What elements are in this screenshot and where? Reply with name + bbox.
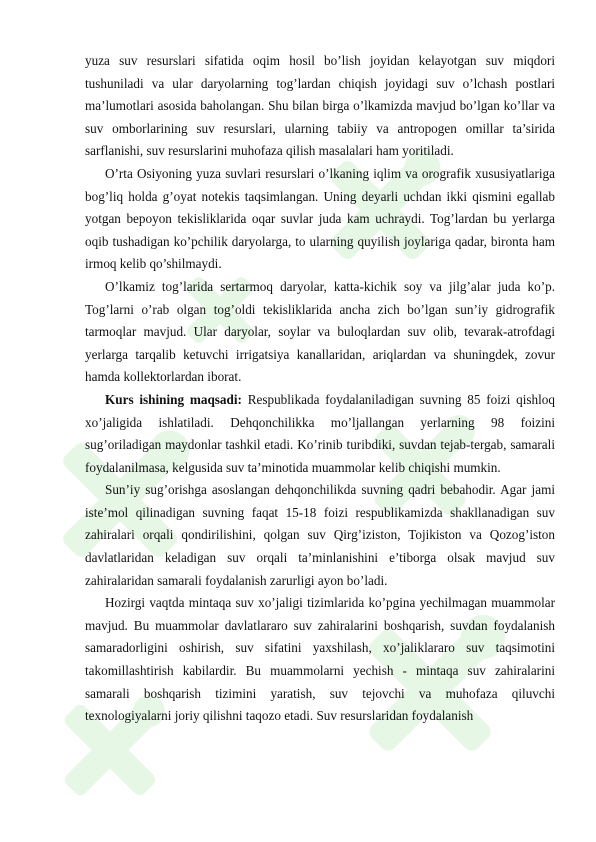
- paragraph-text: Respublikada foydalaniladigan suvning 85 foizi qishloq xo’jaligida ishlatiladi. Dehqonchilikka mo’ljallangan yerlarning 98 foizini sug’oriladigan maydonlar tashkil etadi. Ko’rinib turibdiki, suvdan tejab-tergab, samarali foydalanilmasa, kelgusida suv ta’minotida muammolar kelib chiqishi mumkin.: [85, 391, 555, 475]
- paragraph-4: [85, 389, 555, 479]
- paragraph-6: [85, 592, 555, 728]
- paragraph-text: O’lkamiz tog’larida sertarmoq daryolar, katta-kichik soy va jilg’alar juda ko’p. Tog’larni o’rab olgan tog’oldi tekisliklarida ancha zich bo’lgan sun’iy gidrografik tarmoqlar mavjud. Ular daryolar, soylar va buloqlardan suv olib, tevarak-atrofdagi yerlarga tarqalib ketuvchi irrigatsiya kanallaridan, ariqlardan va shuningdek, zovur hamda kollektorlardan iborat.: [85, 278, 555, 385]
- paragraph-text: Hozirgi vaqtda mintaqa suv xo’jaligi tizimlarida ko’pgina yechilmagan muammolar mavjud. Bu muammolar davlatlararo suv zahiralarini boshqarish, suvdan foydalanish samaradorligini oshirish, suv sifatini yaxshilash, xo’jaliklararo suv taqsimotini takomillashtirish kabilardir. Bu muammolarni yechish - mintaqa suv zahiralarini samarali boshqarish tizimini yaratish, suv tejovchi va muhofaza qiluvchi texnologiyalarni joriy qilishni taqozo etadi. Suv resurslaridan foydalanish: [85, 595, 555, 724]
- paragraph-text: Sun’iy sug’orishga asoslangan dehqonchilikda suvning qadri bebahodir. Agar jami iste’mol qilinadigan suvning faqat 15-18 foizi respublikamizda shakllanadigan suv zahiralari orqali qondirilishini, qolgan suv Qirg’iziston, Tojikiston va Qozog’iston davlatlaridan keladigan suv orqali ta’minlanishini e’tiborga olsak mavjud suv zahiralaridan samarali foydalanish zarurligi ayon bo’ladi.: [85, 482, 555, 588]
- paragraph-text: O’rta Osiyoning yuza suvlari resurslari o’lkaning iqlim va orografik xususiyatlariga bog’liq holda g’oyat notekis taqsimlangan. Uning deyarli uchdan ikki qismini egallab yotgan bepoyon tekisliklarida oqar suvlar juda kam uchraydi. Tog’lardan bu yerlarga oqib tushadigan ko’pchilik daryolarga, to ularning quyilish joylariga qadar, bironta ham irmoq kelib qo’shilmaydi.: [85, 165, 555, 272]
- paragraph-1: [85, 50, 555, 163]
- paragraph-2: [85, 163, 555, 276]
- paragraph-text: yuza suv resurslari sifatida oqim hosil bo’lish joyidan kelayotgan suv miqdori tushuniladi va ular daryolarning tog’lardan chiqish joyidagi suv o’lchash postlari ma’lumotlari asosida baholangan. Shu bilan birga o’lkamizda mavjud bo’lgan ko’llar va suv omborlarining suv resurslari, ularning tabiiy va antropogen omillar ta’sirida sarflanishi, suv resurslarini muhofaza qilish masalalari ham yoritiladi.: [85, 53, 555, 159]
- paragraph-lead-heading: Kurs ishining maqsadi:: [105, 391, 242, 407]
- paragraph-3: [85, 276, 555, 389]
- document-body: [85, 50, 555, 728]
- paragraph-5: [85, 479, 555, 592]
